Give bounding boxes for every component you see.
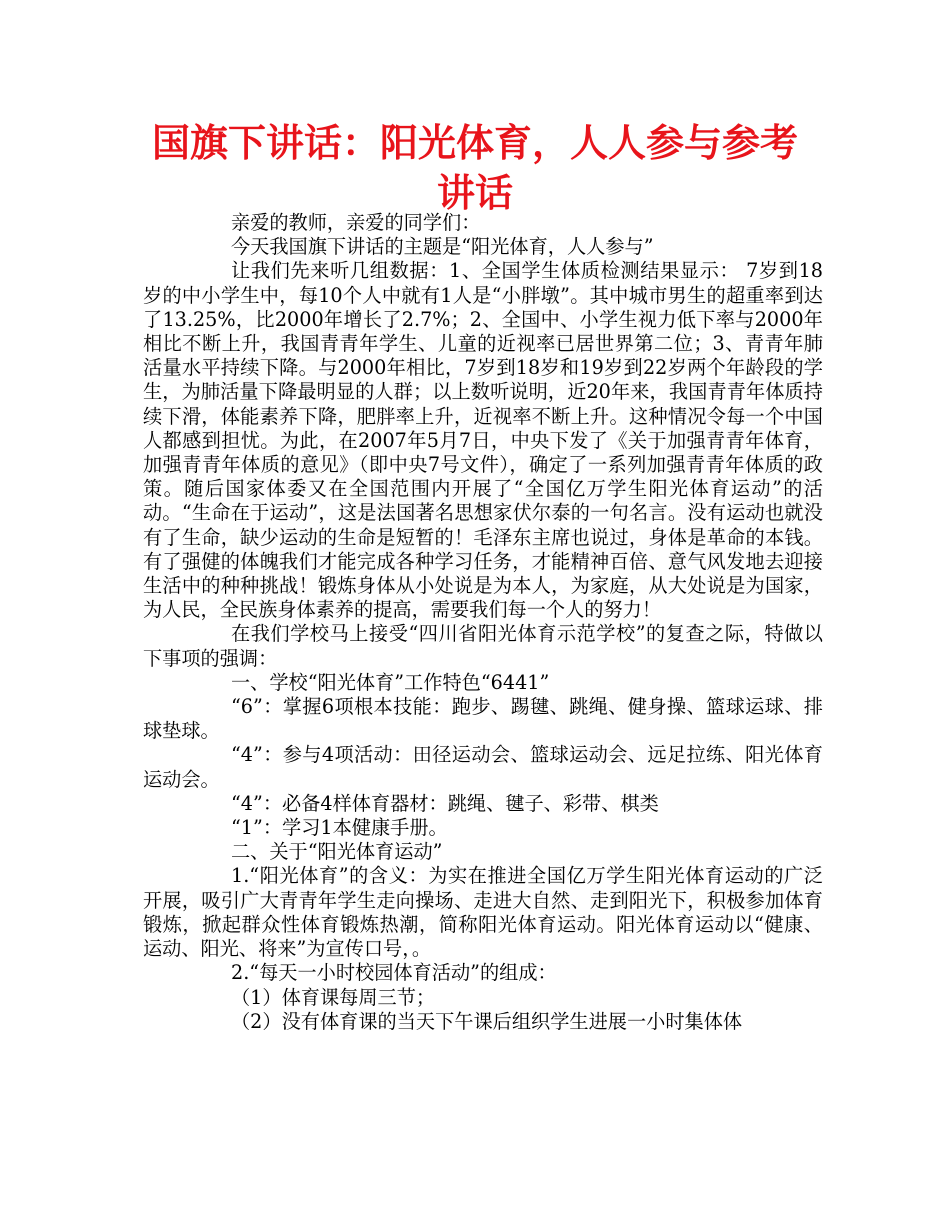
paragraph: “1”：学习1本健康手册。 (231, 816, 448, 840)
paragraph: （2）没有体育课的当天下午课后组织学生进展一小时集体体 (231, 1009, 743, 1033)
document-body (143, 211, 823, 1034)
paragraph: 一、学校“阳光体育”工作特色“6441” (231, 670, 550, 694)
paragraph: 亲爱的教师，亲爱的同学们： (231, 211, 481, 234)
paragraph: 在我们学校马上接受“四川省阳光体育示范学校”的复查之际，特做以下事项的强调： (143, 622, 823, 670)
paragraph: （1）体育课每周三节； (231, 985, 436, 1009)
paragraph: 二、关于“阳光体育运动” (231, 840, 443, 864)
paragraph: “6”：掌握6项根本技能：跑步、踢毽、跳绳、健身操、篮球运球、排球垫球。 (143, 695, 823, 743)
paragraph: 2.“每天一小时校园体育活动”的组成： (231, 961, 557, 985)
paragraph: 让我们先来听几组数据：1、全国学生体质检测结果显示： 7岁到18岁的中小学生中，每10个人中就有1人是“小胖墩”。其中城市男生的超重率到达了13.25%，比2000年增长了2.7%；2、全国中、小学生视力低下率与2000年相比不断上升，我国青青年学生、儿童的近视率已居世界第二位；3、青青年肺活量水平持续下降。与2000年相比，7岁到18岁和19岁到22岁两个年龄段的学生，为肺活量下降最明显的人群；以上数听说明，近20年来，我国青青年体质持续下滑，体能素养下降，肥胖率上升，近视率不断上升。这种情况令每一个中国人都感到担忧。为此，在2007年5月7日，中央下发了《关于加强青青年体育，加强青青年体质的意见》（即中央7号文件），确定了一系列加强青青年体质的政策。随后国家体委又在全国范围内开展了“全国亿万学生阳光体育运动”的活动。“生命在于运动”，这是法国著名思想家伏尔泰的一句名言。没有运动也就没有了生命，缺少运动的生命是短暂的！毛泽东主席也说过，身体是革命的本钱。有了强健的体魄我们才能完成各种学习任务，才能精神百倍、意气风发地去迎接生活中的种种挑战！锻炼身体从小处说是为本人，为家庭，从大处说是为国家，为人民，全民族身体素养的提高，需要我们每一个人的努力！ (143, 259, 823, 622)
paragraph: 今天我国旗下讲话的主题是“阳光体育，人人参与” (231, 235, 654, 259)
paragraph: “4”：参与4项活动：田径运动会、篮球运动会、远足拉练、阳光体育运动会。 (143, 743, 823, 791)
paragraph: “4”：必备4样体育器材：跳绳、毽子、彩带、棋类 (231, 791, 659, 815)
document-title: 国旗下讲话：阳光体育，人人参与参考讲话 (151, 121, 798, 215)
paragraph: 1.“阳光体育”的含义：为实在推进全国亿万学生阳光体育运动的广泛开展，吸引广大青青年学生走向操场、走进大自然、走到阳光下，积极参加体育锻炼，掀起群众性体育锻炼热潮，简称阳光体育运动。阳光体育运动以“健康、运动、阳光、将来”为宣传口号，。 (143, 864, 823, 961)
